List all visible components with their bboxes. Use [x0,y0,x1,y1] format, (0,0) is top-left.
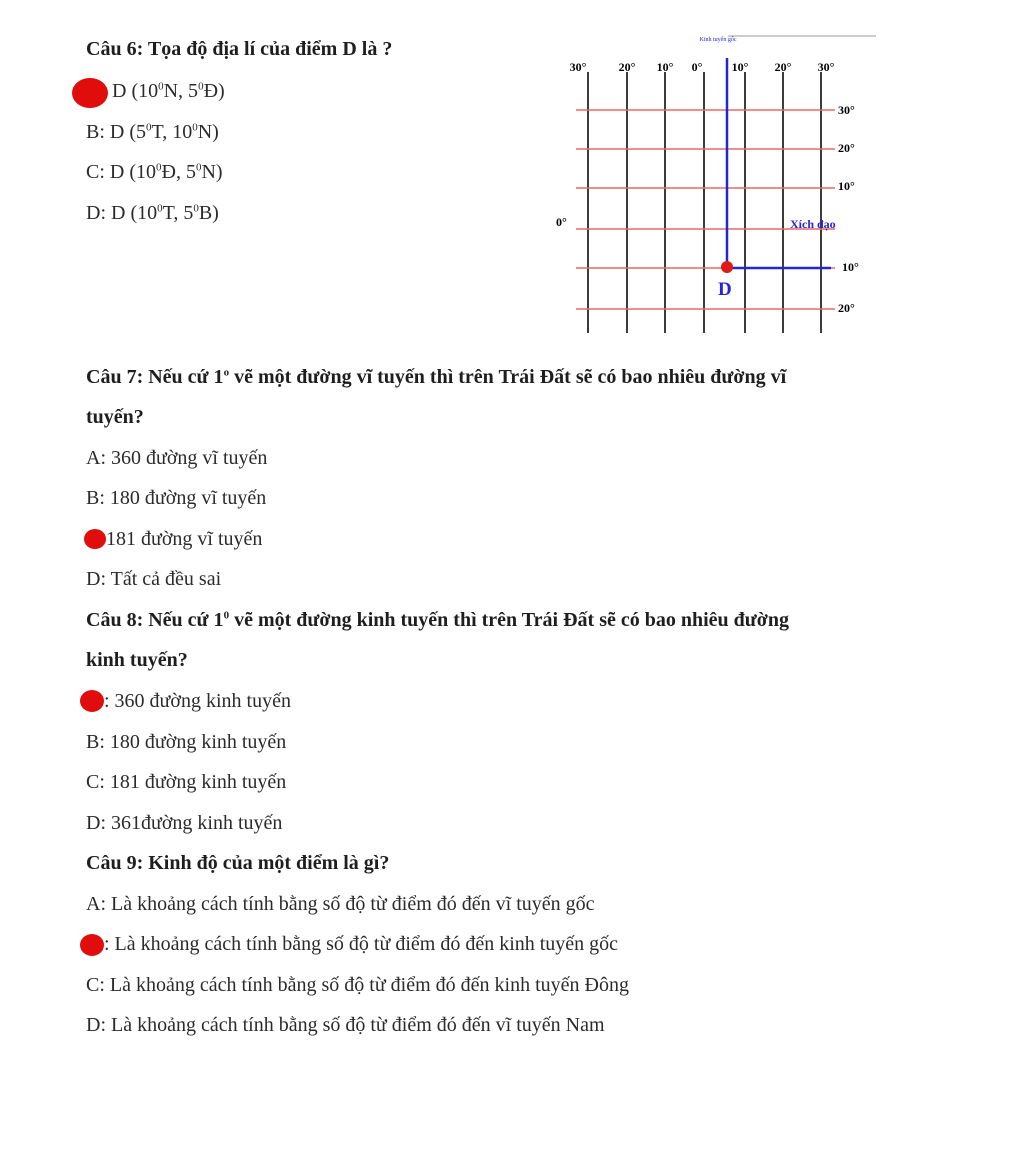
top-label-30e: 30° [817,60,835,74]
top-label-20w: 20° [618,60,636,74]
q6-option-b[interactable]: B: D ($5^0T$, $10^0N$) [86,121,219,143]
coordinate-grid-map [550,28,880,343]
q8-option-b[interactable]: B: 180 đường kinh tuyến [86,731,287,753]
prime-meridian-label: Kinh tuyến gốc [699,37,737,43]
q8-option-a[interactable]: : 360 đường kinh tuyến [104,690,291,712]
right-label-20n: 20° [838,141,855,155]
q6-answer-mark [72,78,108,108]
q6-option-a[interactable]: D ($10^0N$, $5^0Đ$) [112,80,225,102]
q7-answer-mark [84,529,106,549]
top-label-20e: 20° [774,60,792,74]
q8-title-line-2: kinh tuyến? [86,649,188,671]
q9-answer-mark [80,934,104,956]
top-label-0: 0° [691,60,703,74]
left-label-equator-0: 0° [556,215,567,229]
q9-option-b[interactable]: : Là khoảng cách tính bằng số độ từ điểm đó đến kinh tuyến gốc [104,933,619,955]
q7-option-b[interactable]: B: 180 đường vĩ tuyến [86,487,267,509]
q6-title: Câu 6: Tọa độ địa lí của điểm D là ? [86,38,393,60]
equator-label: Xích đạo [790,217,836,231]
q8-answer-mark [80,690,104,712]
meridians [588,72,821,333]
parallels [576,110,835,309]
q9-title: Câu 9: Kinh độ của một điểm là gì? [86,852,390,874]
point-d-marker [721,261,733,273]
q7-title-line-1: Câu 7: Nếu cứ 1$^o$ vẽ một đường vĩ tuyến thì trên Trái Đất sẽ có bao nhiêu đường vĩ [86,366,787,388]
q8-option-d[interactable]: D: 361đường kinh tuyến [86,812,283,834]
right-label-30n: 30° [838,103,855,117]
q9-option-c[interactable]: C: Là khoảng cách tính bằng số độ từ điểm đó đến kinh tuyến Đông [86,974,629,996]
point-d-label: D [718,279,732,300]
right-label-10s: 10° [842,260,859,274]
q8-option-c[interactable]: C: 181 đường kinh tuyến [86,771,287,793]
right-label-10n: 10° [838,179,855,193]
q7-option-c[interactable]: 181 đường vĩ tuyến [106,528,263,550]
q8-title-line-1: Câu 8: Nếu cứ $1^0$ vẽ một đường kinh tuyến thì trên Trái Đất sẽ có bao nhiêu đường [86,609,789,631]
top-label-30w: 30° [569,60,587,74]
q6-option-d[interactable]: D: D ($10^0T$, $5^0B$) [86,202,219,224]
top-label-10e: 10° [731,60,749,74]
right-label-20s: 20° [838,301,855,315]
top-label-10w: 10° [656,60,674,74]
q9-option-a[interactable]: A: Là khoảng cách tính bằng số độ từ điểm đó đến vĩ tuyến gốc [86,893,595,915]
q7-option-d[interactable]: D: Tất cả đều sai [86,568,222,590]
q9-option-d[interactable]: D: Là khoảng cách tính bằng số độ từ điểm đó đến vĩ tuyến Nam [86,1014,605,1036]
q7-option-a[interactable]: A: 360 đường vĩ tuyến [86,447,268,469]
q7-title-line-2: tuyến? [86,406,144,428]
q6-option-c[interactable]: C: D ($10^0Đ$, $5^0N$) [86,161,223,183]
